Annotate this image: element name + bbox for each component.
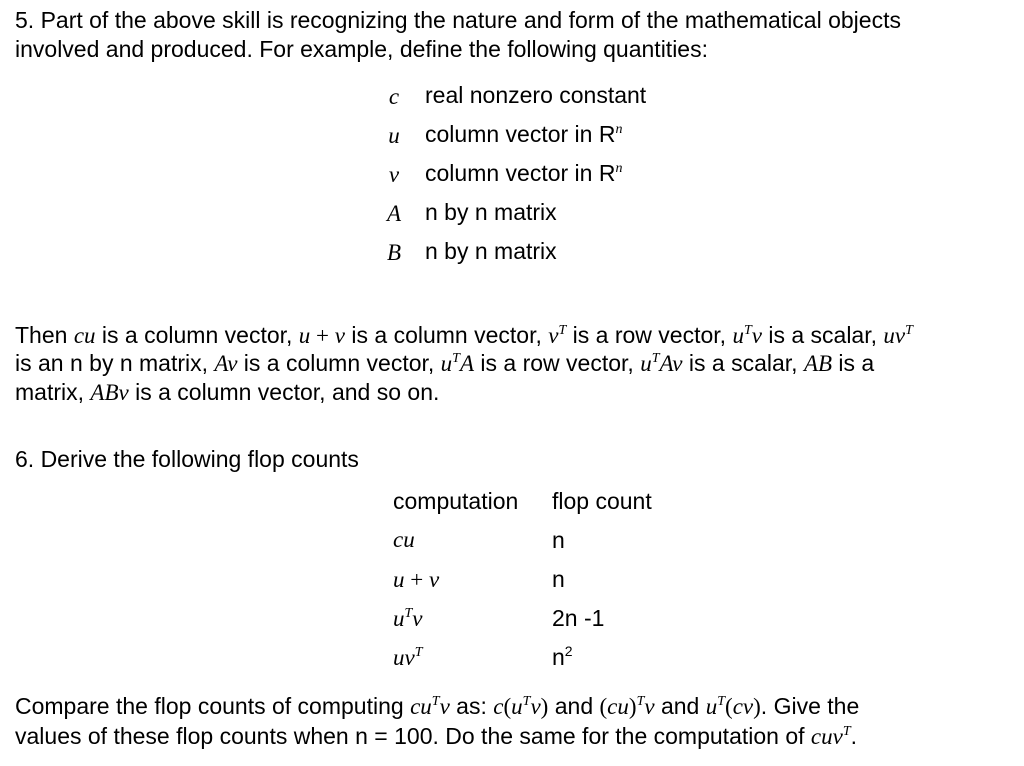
definition-description: column vector in R <box>425 160 616 186</box>
text: is a column vector, <box>237 350 441 376</box>
definition-description: real nonzero constant <box>425 82 647 108</box>
definition-superscript: n <box>615 161 623 176</box>
then-line1 <box>15 321 913 350</box>
definition-symbol: v <box>388 162 400 187</box>
then-line2 <box>15 349 874 378</box>
compare-line1 <box>15 692 859 721</box>
computation-cell: cu <box>393 527 415 552</box>
flop-cell: n <box>552 527 565 553</box>
problem6-heading: 6. Derive the following flop counts <box>15 446 359 472</box>
definition-superscript: n <box>615 122 623 137</box>
problem5-line1: 5. Part of the above skill is recognizing the nature and form of the mathematical objects <box>15 7 901 33</box>
math-paren: ( <box>503 694 512 719</box>
flop-cell: 2n -1 <box>552 605 605 631</box>
math-superscript: T <box>404 606 413 621</box>
text: and <box>654 693 706 719</box>
header-flop-count: flop count <box>552 488 652 514</box>
math-paren: ( <box>725 694 733 719</box>
text: is an n by n matrix, <box>15 350 215 376</box>
math-superscript: T <box>522 694 531 709</box>
math: v <box>751 323 762 348</box>
math: cu <box>410 694 432 719</box>
text: and <box>548 693 600 719</box>
text: matrix, <box>15 379 91 405</box>
math-superscript: T <box>431 694 440 709</box>
math: Av <box>214 351 238 376</box>
definition-symbol: c <box>388 84 400 109</box>
math-superscript: T <box>414 645 423 660</box>
text: is a column vector, <box>95 322 299 348</box>
math: u <box>640 351 652 376</box>
then-line3 <box>15 378 439 407</box>
text: is a row vector, <box>566 322 733 348</box>
definition-symbol: A <box>386 201 402 226</box>
text: . <box>850 723 858 749</box>
math: c <box>493 694 504 719</box>
text: as: <box>449 693 494 719</box>
text: is a column vector, and so on. <box>128 379 440 405</box>
text: is a row vector, <box>474 350 641 376</box>
math: v <box>548 323 559 348</box>
math-superscript: T <box>905 323 913 338</box>
math: cu <box>607 694 629 719</box>
text: is a <box>832 350 875 376</box>
problem5-line2: involved and produced. For example, define the following quantities: <box>15 36 708 62</box>
math-paren: ) <box>753 694 761 719</box>
math: cuv <box>810 724 843 749</box>
definition-symbol: u <box>388 123 400 148</box>
math: u <box>298 323 311 348</box>
math: v <box>428 567 440 592</box>
computation-cell <box>393 605 423 632</box>
math: u <box>705 694 718 719</box>
math: ABv <box>90 380 129 405</box>
flop-superscript: 2 <box>564 643 573 659</box>
definition-description: n by n matrix <box>425 238 557 264</box>
flop-cell: n <box>552 566 565 592</box>
math: u <box>393 606 405 631</box>
math: Av <box>659 351 683 376</box>
definition-description-wrap <box>425 160 622 187</box>
text: Then <box>15 322 74 348</box>
math-superscript: T <box>452 351 460 366</box>
math-superscript: T <box>842 724 851 739</box>
math: v <box>412 606 423 631</box>
definition-description: n by n matrix <box>425 199 557 225</box>
math: v <box>644 694 655 719</box>
math: u <box>393 567 405 592</box>
text: Compare the flop counts of computing <box>15 693 411 719</box>
compare-line2 <box>15 722 857 751</box>
text: is a column vector, <box>345 322 549 348</box>
text: . Give the <box>760 693 860 719</box>
math: cv <box>732 694 754 719</box>
math: A <box>459 351 475 376</box>
computation-cell <box>393 644 423 671</box>
flop-value: n <box>552 644 565 670</box>
math: AB <box>803 351 833 376</box>
text: is a scalar, <box>682 350 804 376</box>
flop-cell <box>552 644 573 671</box>
math-superscript: T <box>743 323 752 338</box>
math-superscript: T <box>717 694 726 709</box>
math: u <box>440 351 453 376</box>
math: cu <box>73 323 96 348</box>
definition-description: column vector in R <box>425 121 616 147</box>
math: u <box>511 694 523 719</box>
math: u <box>732 323 744 348</box>
math-superscript: T <box>636 694 645 709</box>
math: v <box>334 323 345 348</box>
math: uv <box>883 323 906 348</box>
text: is a scalar, <box>761 322 884 348</box>
math-operator: + <box>310 323 335 348</box>
math-superscript: T <box>651 351 660 366</box>
computation-cell <box>393 566 439 593</box>
math-superscript: T <box>558 323 567 338</box>
math: uv <box>393 645 415 670</box>
definition-description-wrap <box>425 121 622 148</box>
math: v <box>530 694 541 719</box>
definition-symbol: B <box>386 240 402 265</box>
math-paren: ( <box>599 694 608 719</box>
text: values of these flop counts when n = 100. Do the same for the computation of <box>15 723 811 749</box>
header-computation: computation <box>393 488 519 514</box>
math: v <box>439 694 450 719</box>
math-paren: ) <box>540 694 549 719</box>
math-operator: + <box>404 567 429 592</box>
math-paren: ) <box>628 694 637 719</box>
